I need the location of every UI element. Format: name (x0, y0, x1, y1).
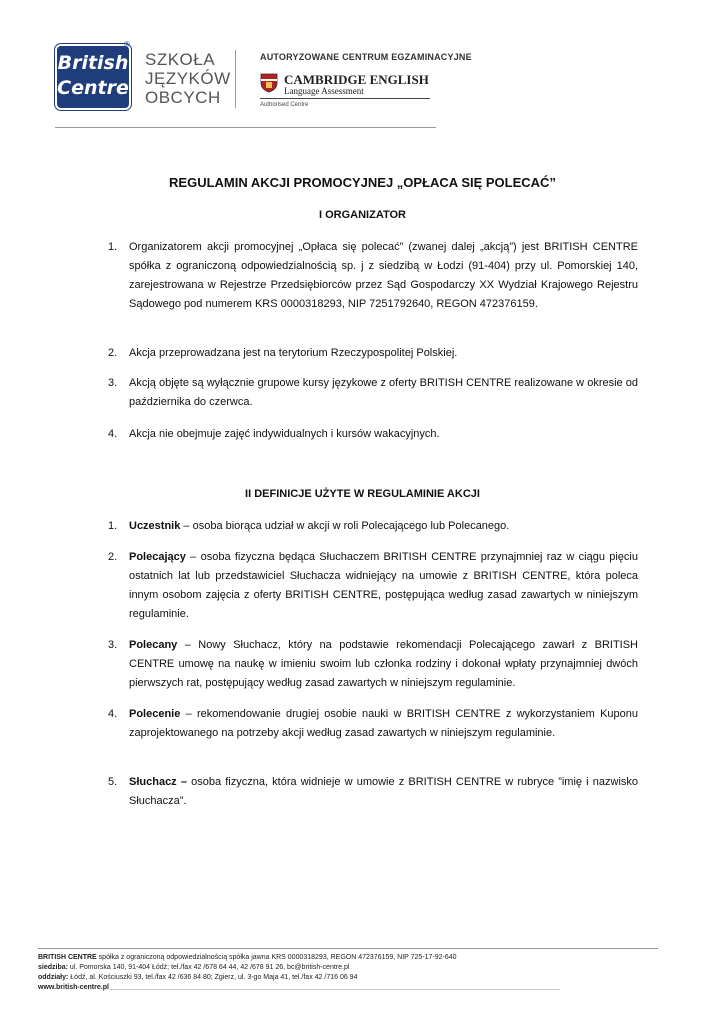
section-1-heading: I ORGANIZATOR (319, 209, 406, 221)
definition-body: – osoba biorąca udział w akcji w roli Polecającego lub Polecanego. (180, 520, 510, 532)
authorized-centre-title: AUTORYZOWANE CENTRUM EGZAMINACYJNE (260, 52, 472, 62)
section-2-heading: II DEFINICJE UŻYTE W REGULAMINIE AKCJI (245, 488, 480, 500)
footer-branches-label: oddziały: (38, 974, 69, 981)
company-footer (38, 953, 658, 993)
footer-branches-line (38, 973, 658, 983)
item-number: 3. (108, 639, 118, 651)
footer-website[interactable]: www.british-centre.pl (38, 984, 109, 991)
document-title: REGULAMIN AKCJI PROMOCYJNEJ „OPŁACA SIĘ POLECAĆ” (169, 175, 556, 190)
cambridge-subtitle: Language Assessment (284, 86, 364, 96)
header-divider (235, 50, 236, 108)
item-number: 5. (108, 776, 118, 788)
footer-company-details: spółka z ograniczoną odpowiedzialnością spółka jawna KRS 0000318293, REGON 472376159, NIP 725-17-92-640 (96, 954, 457, 961)
item-number: 2. (108, 347, 118, 359)
definition-body: osoba fizyczna, która widnieje w umowie z BRITISH CENTRE w rubryce ”imię i nazwisko Słuchacza”. (129, 776, 639, 807)
definition-text (129, 636, 638, 693)
footer-company-name: BRITISH CENTRE (38, 954, 97, 961)
definition-term: Uczestnik (129, 520, 181, 532)
item-number: 1. (108, 241, 118, 253)
footer-branches-details: Łódź, al. Kościuszki 93, tel./fax 42 /636 84 80; Zgierz, ul. 3-go Maja 41, tel./fax 42 /716 06 94 (68, 974, 358, 981)
definition-term: Polecany (129, 639, 178, 651)
cambridge-underline (260, 98, 430, 99)
registered-mark: ® (124, 40, 130, 49)
school-name (145, 50, 231, 107)
school-line-3: OBCYCH (145, 88, 221, 107)
definition-text (129, 773, 638, 811)
item-text: Organizatorem akcji promocyjnej „Opłaca się polecać” (zwanej dalej „akcją”) jest BRITISH CENTRE spółka z ograniczoną odpowiedzialnością sp. j z siedzibą w Łodzi (91-404) przy ul. Pomorskiej 140, zarejestrowana w Rejestrze Przedsiębiorców przez Sąd Gospodarczy XX Wydział Krajowego Rejestru Sądowego pod numerem KRS 0000318293, NIP 7251792640, REGON 472376159. (129, 241, 638, 310)
letterhead (55, 40, 472, 116)
logo-line-1: British (57, 52, 129, 74)
cambridge-shield-icon (260, 73, 278, 93)
item-number: 4. (108, 428, 118, 440)
item-number: 4. (108, 708, 118, 720)
definition-term: Polecający (129, 551, 186, 563)
item-text: Akcją objęte są wyłącznie grupowe kursy językowe z oferty BRITISH CENTRE realizowane w okresie od października do czerwca. (129, 377, 638, 408)
definition-term: Polecenie (129, 708, 181, 720)
footer-address-details: ul. Pomorska 140, 91-404 Łódź; tel./fax 42 /678 64 44, 42 /678 91 26, bc@british-centre.pl (67, 964, 350, 971)
definition-text (129, 705, 638, 743)
item-text: Akcja przeprowadzana jest na terytorium Rzeczypospolitej Polskiej. (129, 347, 458, 359)
cambridge-authorised: Authorised Centre (260, 102, 309, 108)
definition-text (129, 517, 638, 536)
item-number: 1. (108, 520, 118, 532)
school-line-2: JĘZYKÓW (145, 69, 231, 88)
item-text: Akcja nie obejmuje zajęć indywidualnych i kursów wakacyjnych. (129, 428, 440, 440)
cambridge-english-name: CAMBRIDGE ENGLISH (284, 72, 429, 87)
definition-body: – Nowy Słuchacz, który na podstawie rekomendacji Polecającego zawarł z BRITISH CENTRE umowę na naukę w imieniu swoim lub członka rodziny i dokonał wpłaty przynajmniej dwóch pierwszych rat, postępujący według zasad zawartych w niniejszym regulaminie. (129, 639, 638, 689)
footer-address-line (38, 963, 658, 973)
footer-rule-secondary (110, 989, 560, 990)
header-rule (55, 127, 436, 128)
item-number: 2. (108, 551, 118, 563)
footer-company-line (38, 953, 658, 963)
footer-rule (38, 948, 658, 949)
footer-website-link[interactable] (38, 983, 658, 993)
definition-term: Słuchacz – (129, 776, 187, 788)
definition-body: – osoba fizyczna będąca Słuchaczem BRITISH CENTRE przynajmniej raz w ciągu pięciu ostatnich lat lub przedstawiciel Słuchacza widniejący na umowie z BRITISH CENTRE, która poleca innym osobom zajęcia z oferty BRITISH CENTRE, postępująca według zasad zawartych w niniejszym regulaminie. (129, 551, 638, 620)
school-line-1: SZKOŁA (145, 50, 216, 69)
footer-address-label: siedziba: (38, 964, 68, 971)
definition-text (129, 548, 638, 624)
item-number: 3. (108, 377, 118, 389)
definition-body: – rekomendowanie drugiej osobie nauki w BRITISH CENTRE z wykorzystaniem Kuponu zaprojektowanego na potrzeby akcji według zasad zawartych w niniejszym regulaminie. (129, 708, 638, 739)
british-centre-logo (55, 44, 131, 110)
logo-line-2: Centre (57, 77, 129, 99)
